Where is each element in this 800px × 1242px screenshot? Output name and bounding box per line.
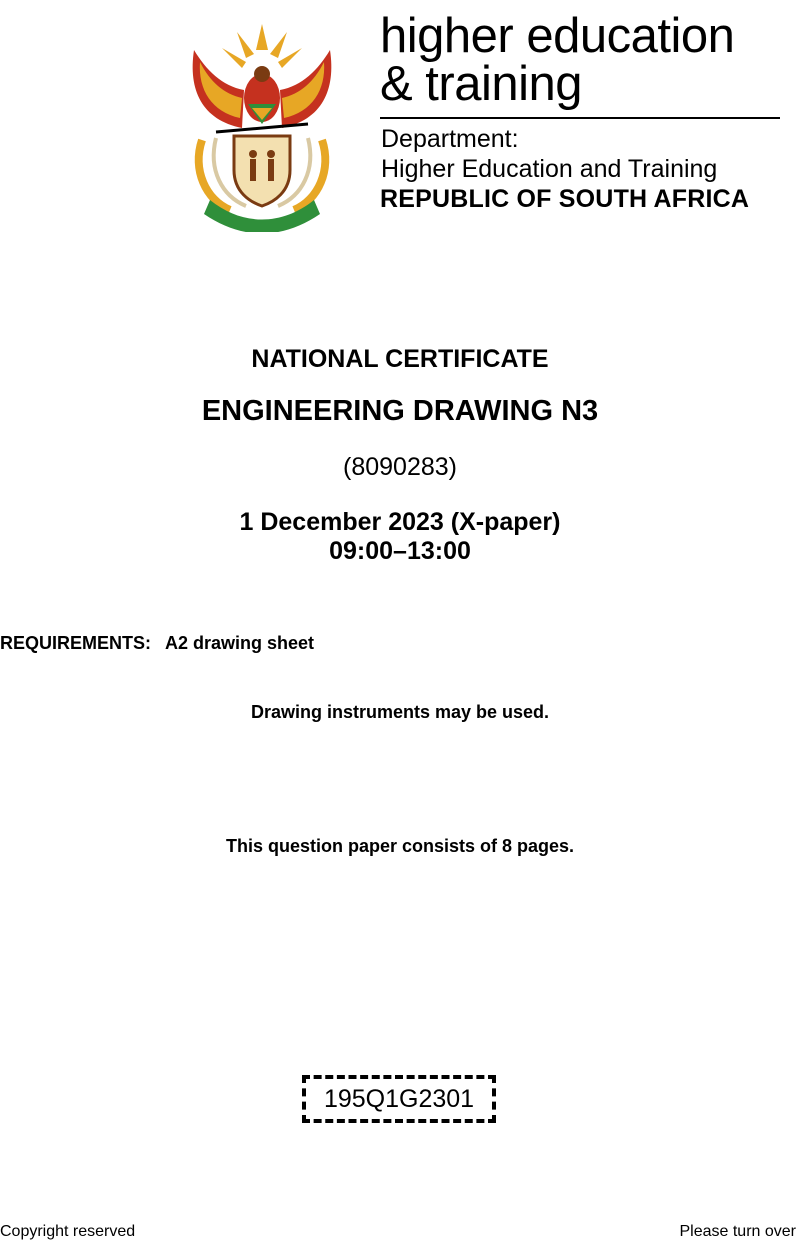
sun-rays-icon [222, 24, 302, 68]
footer-turn-over: Please turn over [679, 1223, 796, 1240]
dept-title-line1: higher education [380, 9, 735, 63]
exam-date: 1 December 2023 (X-paper) [239, 508, 561, 536]
coat-of-arms-logo [182, 20, 342, 232]
requirements-line [0, 633, 314, 654]
exam-time: 09:00–13:00 [329, 537, 471, 565]
requirements-label: REQUIREMENTS: [0, 633, 152, 653]
header-divider [380, 117, 780, 119]
subject-code: (8090283) [343, 453, 457, 481]
country-name: REPUBLIC OF SOUTH AFRICA [380, 185, 750, 213]
footer-copyright: Copyright reserved [0, 1223, 136, 1240]
instruments-note: Drawing instruments may be used. [250, 702, 550, 722]
dept-name: Higher Education and Training [381, 155, 718, 183]
subject-title: ENGINEERING DRAWING N3 [201, 395, 599, 427]
paper-code-box: 195Q1G2301 [302, 1075, 496, 1123]
pages-note: This question paper consists of 8 pages. [225, 836, 575, 856]
requirements-value: A2 drawing sheet [165, 633, 315, 653]
coat-of-arms-icon [182, 20, 342, 232]
dept-title-line2: & training [380, 57, 583, 111]
dept-label: Department: [381, 125, 519, 153]
certificate-title: NATIONAL CERTIFICATE [251, 345, 549, 373]
